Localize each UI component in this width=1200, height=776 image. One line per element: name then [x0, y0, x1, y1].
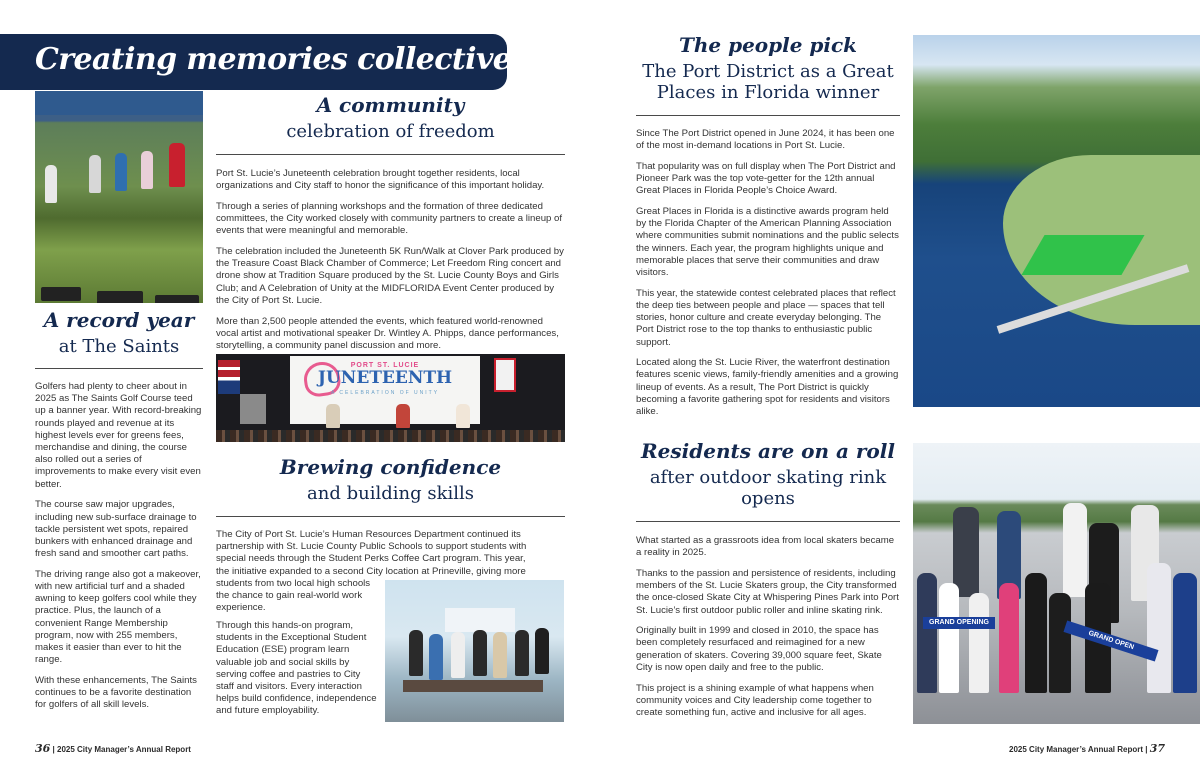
- paragraph: Since The Port District opened in June 2024, it has been one of the most in-demand locations in Port St. Lucie.: [636, 128, 895, 152]
- panelist-figure: [326, 404, 340, 428]
- record-year-heading: A record year: [43, 308, 195, 332]
- footer-label: 2025 City Manager’s Annual Report |: [1009, 745, 1148, 754]
- person-figure: [1173, 573, 1197, 693]
- footer-label: | 2025 City Manager’s Annual Report: [52, 745, 191, 754]
- text-line: and future employability.: [216, 705, 320, 717]
- paragraph: Great Places in Florida is a distinctive awards program held by the Florida Chapter of the American Planning Association where communities submit nominations and the public selects the winners. Each year, the program highlights unique and memorable places that serve their communities and draw visitors.: [636, 206, 899, 279]
- range-mat: [155, 295, 199, 303]
- divider: [216, 516, 565, 517]
- paragraph: Through a series of planning workshops and the formation of three dedicated committees, the City worked closely with community partners to create a lineup of events that were meaningful and memorable.: [216, 200, 563, 237]
- footer-right: [1009, 742, 1165, 755]
- flag-shape: [218, 360, 240, 394]
- divider: [636, 521, 900, 522]
- divider: [216, 154, 565, 155]
- person-figure: [1025, 573, 1047, 693]
- brewing-heading: Brewing confidence: [279, 455, 502, 479]
- page-number: 37: [1149, 742, 1165, 755]
- screen-title-text: JUNETEENTH: [317, 368, 453, 388]
- text-line: valuable job and social skills by: [216, 656, 350, 668]
- paragraph: That popularity was on full display when The Port District and Pioneer Park was the top vote-getter for the 12th annual Great Places in Florida People’s Choice Award.: [636, 160, 896, 197]
- person-figure: [999, 583, 1019, 693]
- audience-shape: [216, 430, 565, 442]
- record-year-subheading: at The Saints: [58, 336, 180, 357]
- text-line: staff and visitors. Every interaction: [216, 681, 362, 693]
- golfer-figure: [169, 143, 185, 187]
- golfer-figure: [115, 153, 127, 191]
- divider: [636, 115, 900, 116]
- person-figure: [1147, 563, 1171, 693]
- screen-top-text: PORT ST. LUCIE: [350, 362, 420, 369]
- text-line: helps build confidence, independence: [216, 693, 377, 705]
- paragraph: The course saw major upgrades, including new sub-surface drainage to tackle persistent wet spots, repaired bunkers with enhanced drainage and fresh sand and smoother cart paths.: [35, 499, 197, 560]
- paragraph: Thanks to the passion and persistence of residents, including members of the St. Lucie Skaters group, the City transformed the once-closed Skate City at Whispering Pines Park into Port St. Lucie’s first outdoor public roller and inline skating rink.: [636, 567, 899, 616]
- panelist-figure: [456, 404, 470, 428]
- people-pick-body: [636, 128, 900, 427]
- grand-opening-banner: GRAND OPENING: [923, 617, 995, 629]
- student-figure: [451, 632, 465, 678]
- person-figure: [1063, 503, 1087, 597]
- text-line: partnership with St. Lucie County Public Schools to support students with: [216, 541, 527, 553]
- text-line: experience.: [216, 602, 266, 614]
- skating-heading: Residents are on a roll: [641, 439, 895, 463]
- skating-rink-opening-photo: [913, 443, 1200, 724]
- paragraph: The driving range also got a makeover, with new artificial turf and a shaded awning to keep golfers cool while they practice. Plus, the launch of a convenient Range Membership program, now with 255 members, makes it easier than ever to hit the range.: [35, 568, 201, 666]
- paragraph: With these enhancements, The Saints continues to be a favorite destination for golfers of all skill levels.: [35, 674, 197, 711]
- page-title: Creating memories collectively: [35, 42, 539, 77]
- golf-range-photo: [35, 91, 203, 303]
- person-figure: [939, 583, 959, 693]
- juneteenth-event-photo: [216, 354, 565, 442]
- grand-opening-banner: GRAND OPEN: [1063, 620, 1158, 661]
- people-pick-subheading: The Port District as a Great Places in Florida winner: [642, 61, 894, 103]
- community-heading: A community: [316, 93, 465, 117]
- awning-shape: [35, 91, 203, 115]
- text-line: the chance to gain real-world work: [216, 590, 363, 602]
- paragraph: The celebration included the Juneteenth 5K Run/Walk at Clover Park produced by the Treasure Coast Black Chamber of Commerce; Let Freedom Ring concert and drone show at Tradition Square produced by the St. Lucie County Boys and Girls Club; and A Celebration of Unity at the MIDFLORIDA Event Center produced by the City of Port St. Lucie.: [216, 246, 564, 306]
- record-year-body: [35, 381, 203, 720]
- text-line: Education (ESE) program learn: [216, 644, 350, 656]
- golfer-figure: [141, 151, 153, 189]
- paragraph: Port St. Lucie’s Juneteenth celebration brought together residents, local organizations and City staff to honor the significance of this important holiday.: [216, 168, 545, 192]
- coffee-cart-photo: [385, 580, 564, 722]
- page-number: 36: [35, 742, 51, 755]
- table-shape: [403, 680, 543, 692]
- paragraph: This project is a shining example of what happens when community voices and City leadership come together to create something fun, active and inclusive for all ages.: [636, 682, 874, 718]
- paragraph: What started as a grassroots idea from local skaters became a reality in 2025.: [636, 535, 895, 559]
- student-figure: [535, 628, 549, 674]
- text-line: The City of Port St. Lucie’s Human Resources Department continued its: [216, 529, 521, 540]
- wall-sign-shape: [445, 608, 515, 632]
- brewing-body: [216, 620, 382, 718]
- text-line: students in the Exceptional Student: [216, 632, 367, 644]
- student-figure: [473, 630, 487, 676]
- screen-sub-text: A CELEBRATION OF UNITY: [330, 390, 440, 396]
- student-figure: [429, 634, 443, 680]
- divider: [35, 368, 203, 369]
- event-screen: [290, 356, 480, 424]
- text-line: the initiative expanded to a second City location at Prineville, giving more: [216, 565, 526, 577]
- flag-shape: [494, 358, 516, 392]
- range-mat: [41, 287, 81, 301]
- student-figure: [409, 630, 423, 676]
- community-body: [216, 168, 565, 361]
- person-figure: [969, 593, 989, 693]
- student-figure: [515, 630, 529, 676]
- student-figure: [493, 632, 507, 678]
- port-district-aerial-photo: [913, 35, 1200, 407]
- community-subheading: celebration of freedom: [286, 121, 495, 142]
- golfer-figure: [45, 165, 57, 203]
- paragraph: This year, the statewide contest celebrated places that reflect the deep ties between people and place — spaces that tell stories, honor culture and create everyday belonging. The Port District rose to the top thanks to enthusiastic public support.: [636, 287, 896, 348]
- panelist-figure: [396, 404, 410, 428]
- skating-body: [636, 535, 900, 728]
- footer-left: [35, 742, 191, 755]
- person-figure: [1049, 593, 1071, 693]
- person-figure: [917, 573, 937, 693]
- person-figure: [953, 507, 979, 597]
- brewing-subheading: and building skills: [307, 483, 474, 504]
- text-line: special needs through the Student Perks Coffee Cart program. This year,: [216, 553, 526, 565]
- paragraph: Golfers had plenty to cheer about in 2025 as The Saints Golf Course teed up a banner year. With record-breaking rounds played and revenue at its highest levels ever for greens fees, merchandise and dining, the course also rolled out a series of improvements to make every visit even better.: [35, 381, 202, 490]
- paragraph: Located along the St. Lucie River, the waterfront destination features scenic views, family-friendly amenities and a growing lineup of events. As a result, The Port District is quickly becoming a favorite gathering spot for residents and visitors alike.: [636, 357, 899, 418]
- text-line: Through this hands-on program,: [216, 620, 354, 631]
- golfer-figure: [89, 155, 101, 193]
- people-pick-heading: The people pick: [678, 33, 858, 57]
- paragraph: Originally built in 1999 and closed in 2010, the space has been completely resurfaced and reimagined for a new generation of skaters. Covering 39,000 square feet, Skate City is now open daily and free to the public.: [636, 625, 882, 673]
- text-line: students from two local high schools: [216, 577, 371, 589]
- podium-shape: [240, 394, 266, 424]
- paragraph: More than 2,500 people attended the events, which featured world-renowned vocal artist and motivational speaker Dr. Wintley A. Phipps, dance performances, storytelling, a community panel discussion and more.: [216, 315, 559, 351]
- skating-subheading: after outdoor skating rink opens: [649, 467, 887, 509]
- text-line: serving coffee and pastries to City: [216, 668, 361, 680]
- range-mat: [97, 291, 143, 303]
